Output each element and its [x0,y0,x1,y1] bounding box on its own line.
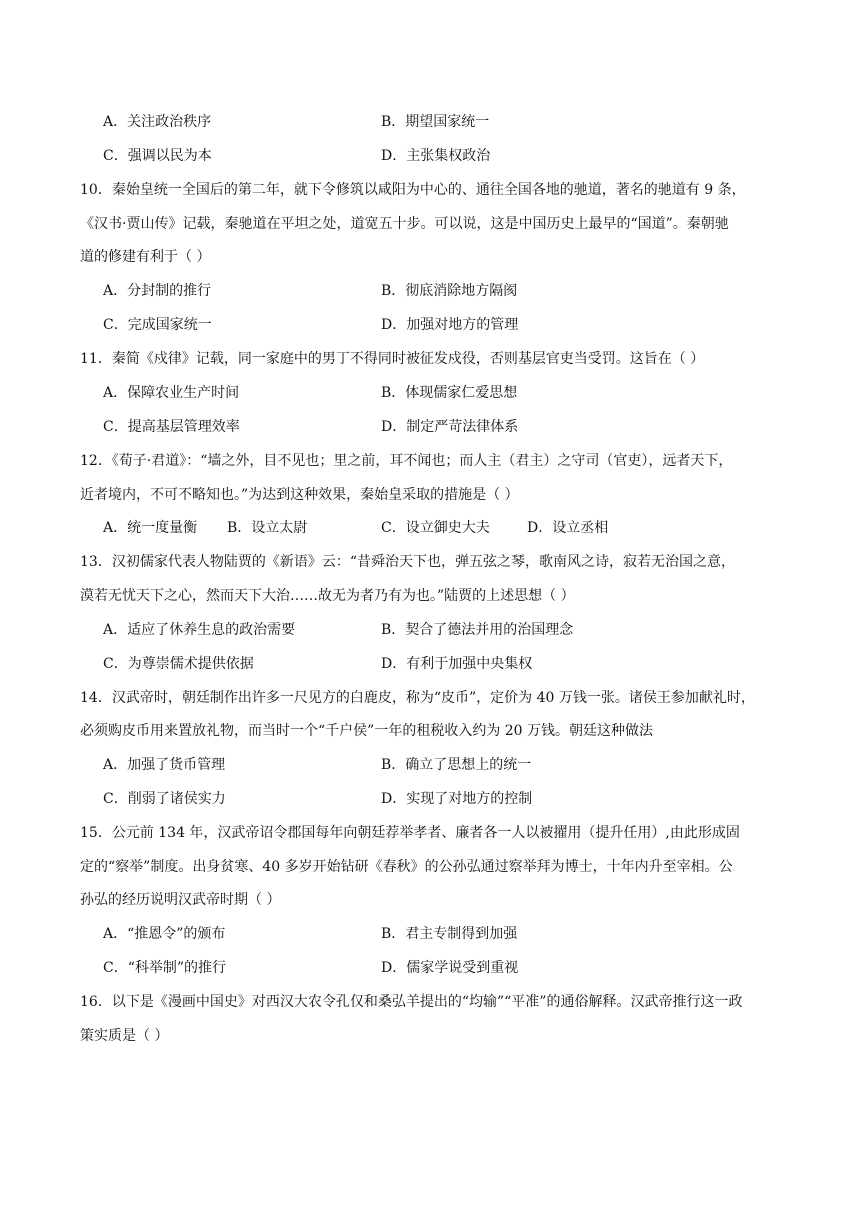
q10-stem-line-1: 10．秦始皇统一全国后的第二年，就下令修筑以咸阳为中心的、通往全国各地的驰道，著名的驰道有 9 条， [80,182,746,198]
q12-option-d[interactable]: D．设立丞相 [527,520,609,536]
q9-option-d[interactable]: D．主张集权政治 [381,148,491,164]
q13-option-a[interactable]: A．适应了休养生息的政治需要 [103,622,296,638]
q13-stem-line-2: 漠若无忧天下之心，然而天下大治……故无为者乃有为也。”陆贾的上述思想（ ） [80,588,575,604]
q11-option-d[interactable]: D．制定严苛法律体系 [381,419,519,435]
q14-stem-line-1: 14．汉武帝时，朝廷制作出许多一尺见方的白鹿皮，称为“皮币”，定价为 40 万钱一张。诸侯王参加献礼时， [80,690,755,706]
q14-option-a[interactable]: A．加强了货币管理 [103,757,226,773]
q15-stem-line-3: 孙弘的经历说明汉武帝时期（ ） [80,892,281,908]
q12-option-b[interactable]: B．设立太尉 [227,520,308,536]
q14-option-b[interactable]: B．确立了思想上的统一 [381,757,532,773]
q14-stem-line-2: 必须购皮币用来置放礼物，而当时一个“千户侯”一年的租税收入约为 20 万钱。朝廷这种做法 [80,723,654,739]
q11-option-a[interactable]: A．保障农业生产时间 [103,385,240,401]
q15-stem-line-2: 定的“察举”制度。出身贫寒、40 多岁开始钻研《春秋》的公孙弘通过察举拜为博士，十年内升至宰相。公 [80,859,733,875]
q15-stem-line-1: 15．公元前 134 年，汉武帝诏令郡国每年向朝廷荐举孝者、廉者各一人以被擢用（提升任用）,由此形成固 [80,825,740,841]
q16-stem-line-2: 策实质是（ ） [80,1028,169,1044]
q15-option-d[interactable]: D．儒家学说受到重视 [381,960,519,976]
q13-stem-line-1: 13．汉初儒家代表人物陆贾的《新语》云：“昔舜治天下也，弹五弦之琴，歌南风之诗，寂若无治国之意， [80,554,735,570]
q13-option-d[interactable]: D．有利于加强中央集权 [381,656,533,672]
q10-option-b[interactable]: B．彻底消除地方隔阂 [381,283,518,299]
q13-option-c[interactable]: C．为尊崇儒术提供依据 [103,656,254,672]
q12-option-c[interactable]: C．设立御史大夫 [381,520,490,536]
q12-stem-line-1: 12．《荀子·君道》：“墙之外，目不见也；里之前，耳不闻也；而人主（君主）之守司（官吏），远者天下， [80,453,733,469]
q16-stem-line-1: 16．以下是《漫画中国史》对西汉大农令孔仅和桑弘羊提出的“均输”“平准”的通俗解释。汉武帝推行这一政 [80,994,743,1010]
q9-option-c[interactable]: C．强调以民为本 [103,148,212,164]
q11-option-c[interactable]: C．提高基层管理效率 [103,419,240,435]
q11-option-b[interactable]: B．体现儒家仁爱思想 [381,385,518,401]
q10-option-a[interactable]: A．分封制的推行 [103,283,212,299]
q12-stem-line-2: 近者境内，不可不略知也。”为达到这种效果，秦始皇采取的措施是（ ） [80,487,519,503]
q15-option-c[interactable]: C．“科举制”的推行 [103,960,227,976]
q10-stem-line-3: 道的修建有利于（ ） [80,249,211,265]
q10-stem-line-2: 《汉书·贾山传》记载，秦驰道在平坦之处，道宽五十步。可以说，这是中国历史上最早的“国道”。秦朝驰 [80,216,729,232]
q15-option-b[interactable]: B．君主专制得到加强 [381,926,518,942]
q12-option-a[interactable]: A．统一度量衡 [103,520,198,536]
q11-stem-line-1: 11．秦简《戍律》记载，同一家庭中的男丁不得同时被征发戍役，否则基层官吏当受罚。这旨在（ ） [80,351,705,367]
q10-option-c[interactable]: C．完成国家统一 [103,317,212,333]
q9-option-a[interactable]: A．关注政治秩序 [103,114,212,130]
q15-option-a[interactable]: A．“推恩令”的颁布 [103,926,226,942]
q13-option-b[interactable]: B．契合了德法并用的治国理念 [381,622,574,638]
q14-option-d[interactable]: D．实现了对地方的控制 [381,791,533,807]
q9-option-b[interactable]: B．期望国家统一 [381,114,490,130]
q10-option-d[interactable]: D．加强对地方的管理 [381,317,519,333]
q14-option-c[interactable]: C．削弱了诸侯实力 [103,791,226,807]
